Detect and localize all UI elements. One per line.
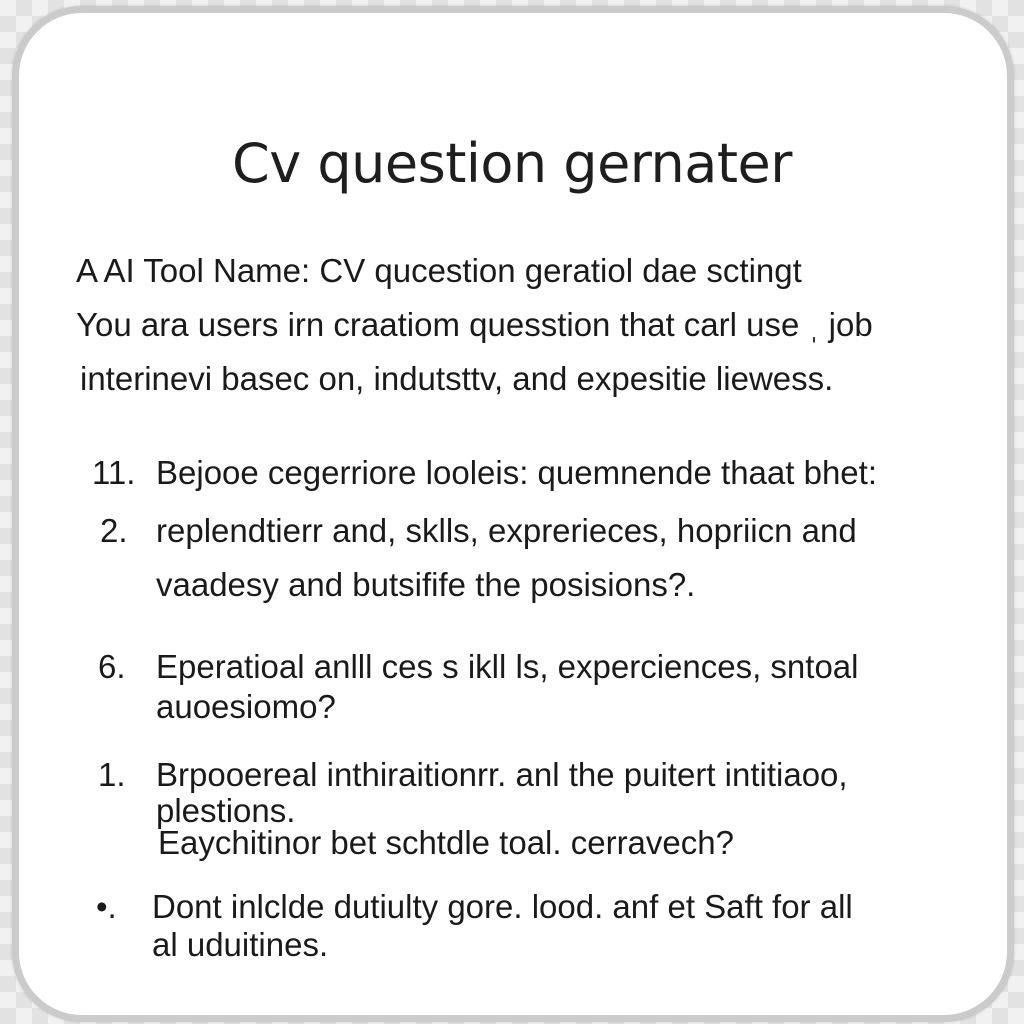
page-title: Cv question gernater	[232, 132, 792, 195]
list-item-4-line-3: Eaychitinor bet schtdle toal. cerravech?	[158, 824, 734, 861]
list-item-2-line-1: replendtierr and, sklls, exprerieces, hopriicn and	[156, 512, 857, 549]
list-item-marker-3: 6.	[98, 648, 126, 685]
list-item-marker-5: •.	[96, 888, 117, 925]
intro-line-3: interinevi basec on, indutsttv, and expesitie liewess.	[80, 360, 834, 397]
list-item-1-line-1: Bejooe cegerriore looleis: quemnende thaat bhet:	[156, 454, 877, 491]
list-item-4-line-1: Brpooereal inthiraitionrr. anl the puitert intitiaoo,	[156, 756, 848, 793]
list-item-4-line-2: plestions.	[156, 792, 296, 829]
list-item-2-line-2: vaadesy and butsifife the posisions?.	[156, 566, 696, 603]
list-item-3-line-1: Eperatioal anlll ces s ikll ls, experciences, sntoal	[156, 648, 859, 685]
list-item-marker-4: 1.	[98, 756, 126, 793]
list-item-5-line-1: Dont inlclde dutiulty gore. lood. anf et Saft for all	[152, 888, 853, 925]
list-item-3-line-2: auoesiomo?	[156, 688, 336, 725]
intro-line-1: A AI Tool Name: CV qucestion geratiol dae sctingt	[76, 252, 802, 289]
list-item-marker-1: 11.	[92, 454, 136, 491]
list-item-marker-2: 2.	[100, 512, 128, 549]
intro-line-2: You ara users irn craatiom quesstion that carl use ˌ job	[76, 306, 873, 343]
list-item-5-line-2: al uduitines.	[152, 926, 329, 963]
